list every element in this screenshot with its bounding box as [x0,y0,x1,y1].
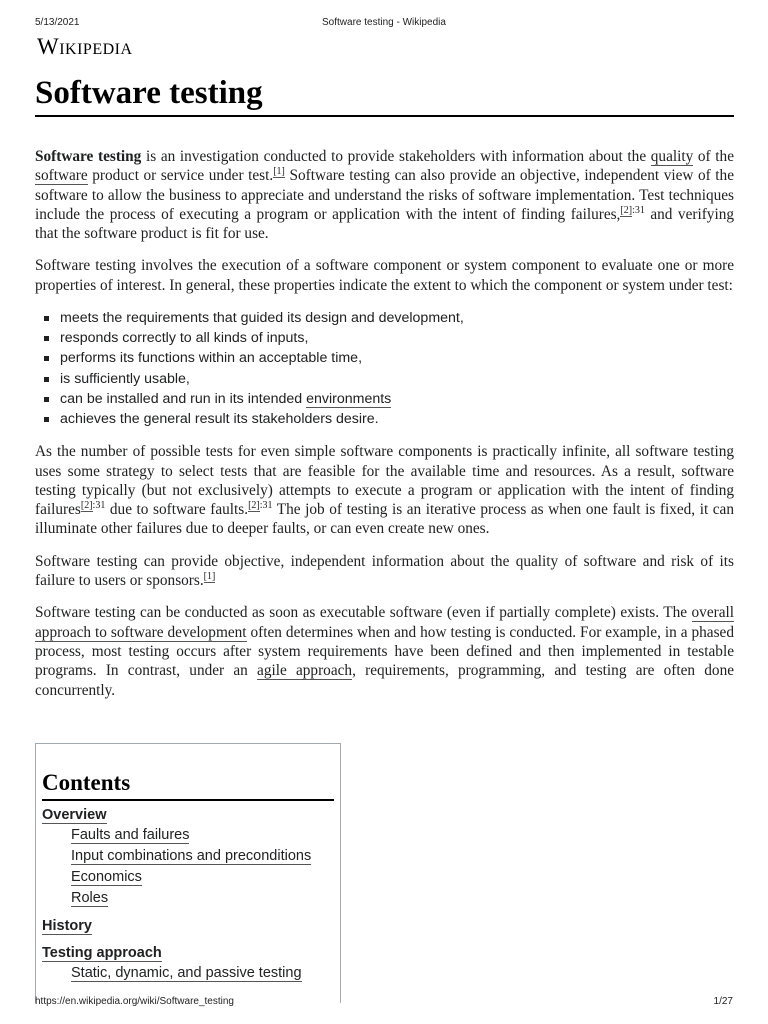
article-title: Software testing [35,73,734,117]
properties-list [35,308,734,429]
list-item: is sufficiently usable, [60,369,734,389]
toc-item-economics[interactable] [42,867,334,888]
toc-label[interactable]: Roles [71,890,109,906]
list-item: responds correctly to all kinds of inputs, [60,328,734,348]
toc-item-static[interactable] [42,963,334,984]
text: often determines when and how testing is conducted. For example, in a phased process, most testing occurs after system requirements have been defined and then implemented in testable programs. In contrast, under an [35,623,734,680]
toc-item-history[interactable] [42,916,334,936]
toc-label[interactable]: History [42,918,92,934]
toc-label[interactable]: Faults and failures [71,827,190,843]
text: of the [693,148,734,165]
intro-paragraph-3 [35,442,734,538]
toc-item-overview[interactable] [42,805,334,825]
text: The job of testing is an iterative process as when one fault is fixed, it can illuminate other failures due to deeper faults, or can even create new ones. [35,501,734,538]
print-page-number: 1/27 [713,996,733,1007]
toc-list [42,805,334,984]
article-body [35,147,734,713]
toc-item-roles[interactable] [42,888,334,909]
bold-term: Software testing [35,148,142,165]
link-environments[interactable]: environments [306,390,392,407]
intro-paragraph-4 [35,552,734,591]
table-of-contents [35,743,341,1003]
toc-label[interactable]: Input combinations and preconditions [71,848,312,864]
text: can be installed and run in its intended [60,390,307,407]
citation-2[interactable] [248,500,272,512]
list-item: achieves the general result its stakeholders desire. [60,409,734,429]
wikipedia-logo[interactable]: Wikipedia [37,34,133,59]
text: product or service under test. [87,167,274,185]
intro-paragraph-1 [35,147,734,243]
link-development-approach[interactable]: overall approach to software development [35,604,734,641]
text: As the number of possible tests for even simple software components is practically infinite, all software testing uses some strategy to select tests that are feasible for the available time and resources. As a result, software testing typically (but not exclusively) attempts to execute a program or application with the intent of finding failures [35,443,734,519]
citation-label[interactable]: [2] [80,500,93,512]
toc-label[interactable]: Static, dynamic, and passive testing [71,965,302,981]
citation-label[interactable]: [2] [620,204,633,216]
text: is an investigation conducted to provide stakeholders with information about the [141,148,651,165]
citation-label[interactable]: [1] [203,570,216,582]
citation-page: :31 [92,500,106,512]
intro-paragraph-5 [35,603,734,699]
citation-1[interactable] [204,571,216,583]
link-quality[interactable]: quality [650,148,694,165]
print-page-title: Software testing - Wikipedia [322,17,446,28]
toc-label[interactable]: Economics [71,869,142,885]
citation-2[interactable] [620,205,644,217]
print-date: 5/13/2021 [35,17,80,28]
list-item: meets the requirements that guided its design and development, [60,308,734,328]
citation-1[interactable] [273,166,285,178]
link-software[interactable]: software [35,167,88,185]
list-item: performs its functions within an acceptable time, [60,348,734,368]
text: Software testing can be conducted as soon as executable software (even if partially complete) exists. The [35,604,692,622]
citation-page: :31 [259,500,273,512]
print-header [35,17,733,31]
print-url: https://en.wikipedia.org/wiki/Software_testing [35,996,234,1007]
toc-item-approach[interactable] [42,943,334,963]
toc-item-faults[interactable] [42,825,334,846]
citation-label[interactable]: [1] [273,166,285,178]
intro-paragraph-2: Software testing involves the execution of a software component or system component to evaluate one or more properties of interest. In general, these properties indicate the extent to which the component or system under test: [35,257,734,294]
list-item [60,389,734,409]
citation-label[interactable]: [2] [248,500,260,512]
toc-item-input[interactable] [42,846,334,867]
text: Software testing can provide objective, independent information about the quality of software and risk of its failure to users or sponsors. [35,552,734,590]
citation-page: :31 [632,204,645,216]
text: due to software faults. [105,501,249,519]
text: Software testing can also provide an objective, independent view of the software to allow the business to appreciate and understand the risks of software implementation. Test techniques include the process of executing a program or application with the intent of finding failures, [35,167,734,223]
text: and verifying that the software product is fit for use. [35,205,734,243]
print-footer [35,996,733,1010]
toc-label[interactable]: Overview [42,807,107,823]
toc-title: Contents [42,768,334,801]
toc-label[interactable]: Testing approach [42,945,162,961]
link-agile-approach[interactable]: agile approach [257,662,353,680]
citation-2[interactable] [81,500,105,512]
text: , requirements, programming, and testing are often done concurrently. [35,662,735,699]
